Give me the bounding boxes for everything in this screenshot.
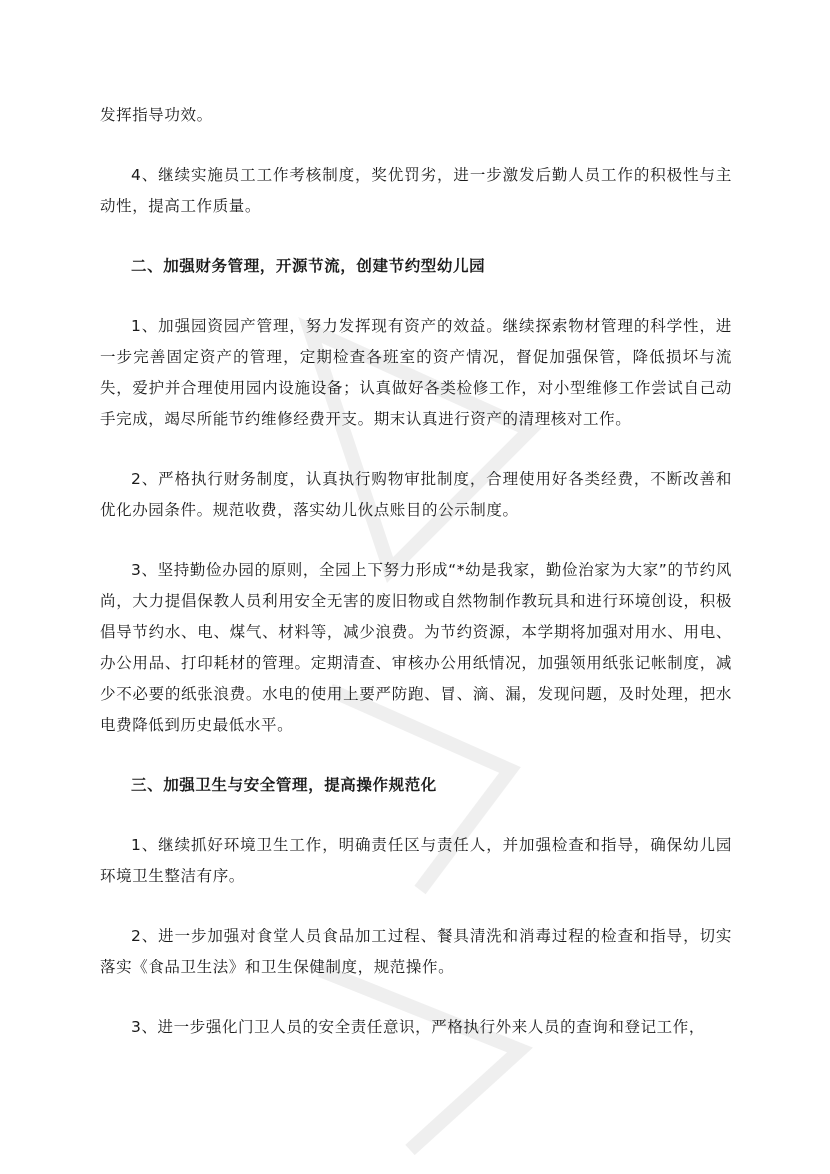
- paragraph-safety-1: 1、继续抓好环境卫生工作，明确责任区与责任人，并加强检查和指导，确保幼儿园环境卫生整洁有序。: [100, 836, 732, 885]
- paragraph-safety-2: 2、进一步加强对食堂人员食品加工过程、餐具清洗和消毒过程的检查和指导，切实落实《食品卫生法》和卫生保健制度，规范操作。: [100, 927, 732, 976]
- paragraph-finance-2: 2、严格执行财务制度，认真执行购物审批制度，合理使用好各类经费，不断改善和优化办园条件。规范收费，落实幼儿伙点账目的公示制度。: [100, 470, 732, 519]
- paragraph-finance-1: 1、加强园资园产管理，努力发挥现有资产的效益。继续探索物材管理的科学性，进一步完善固定资产的管理，定期检查各班室的资产情况，督促加强保管，降低损坏与流失，爱护并合理使用园内设施设备；认真做好各类检修工作，对小型维修工作尝试自己动手完成，竭尽所能节约维修经费开支。期末认真进行资产的清理核对工作。: [100, 317, 732, 428]
- document-body: [100, 100, 732, 1043]
- section-heading-2: 二、加强财务管理，开源节流，创建节约型幼儿园: [131, 257, 486, 275]
- section-heading-3: 三、加强卫生与安全管理，提高操作规范化: [131, 776, 437, 794]
- paragraph-continuation: 发挥指导功效。: [100, 106, 213, 124]
- paragraph-finance-3: 3、坚持勤俭办园的原则，全园上下努力形成“*幼是我家，勤俭治家为大家”的节约风尚，大力提倡保教人员利用安全无害的废旧物或自然物制作教玩具和进行环境创设，积极倡导节约水、电、煤气、材料等，减少浪费。为节约资源，本学期将加强对用水、用电、办公用品、打印耗材的管理。定期清查、审核办公用纸情况，加强领用纸张记帐制度，减少不必要的纸张浪费。水电的使用上要严防跑、冒、滴、漏，发现问题，及时处理，把水电费降低到历史最低水平。: [100, 561, 732, 734]
- paragraph-item-4: 4、继续实施员工工作考核制度，奖优罚劣，进一步激发后勤人员工作的积极性与主动性，提高工作质量。: [100, 166, 732, 215]
- paragraph-safety-3: 3、进一步强化门卫人员的安全责任意识，严格执行外来人员的查询和登记工作，: [131, 1018, 705, 1036]
